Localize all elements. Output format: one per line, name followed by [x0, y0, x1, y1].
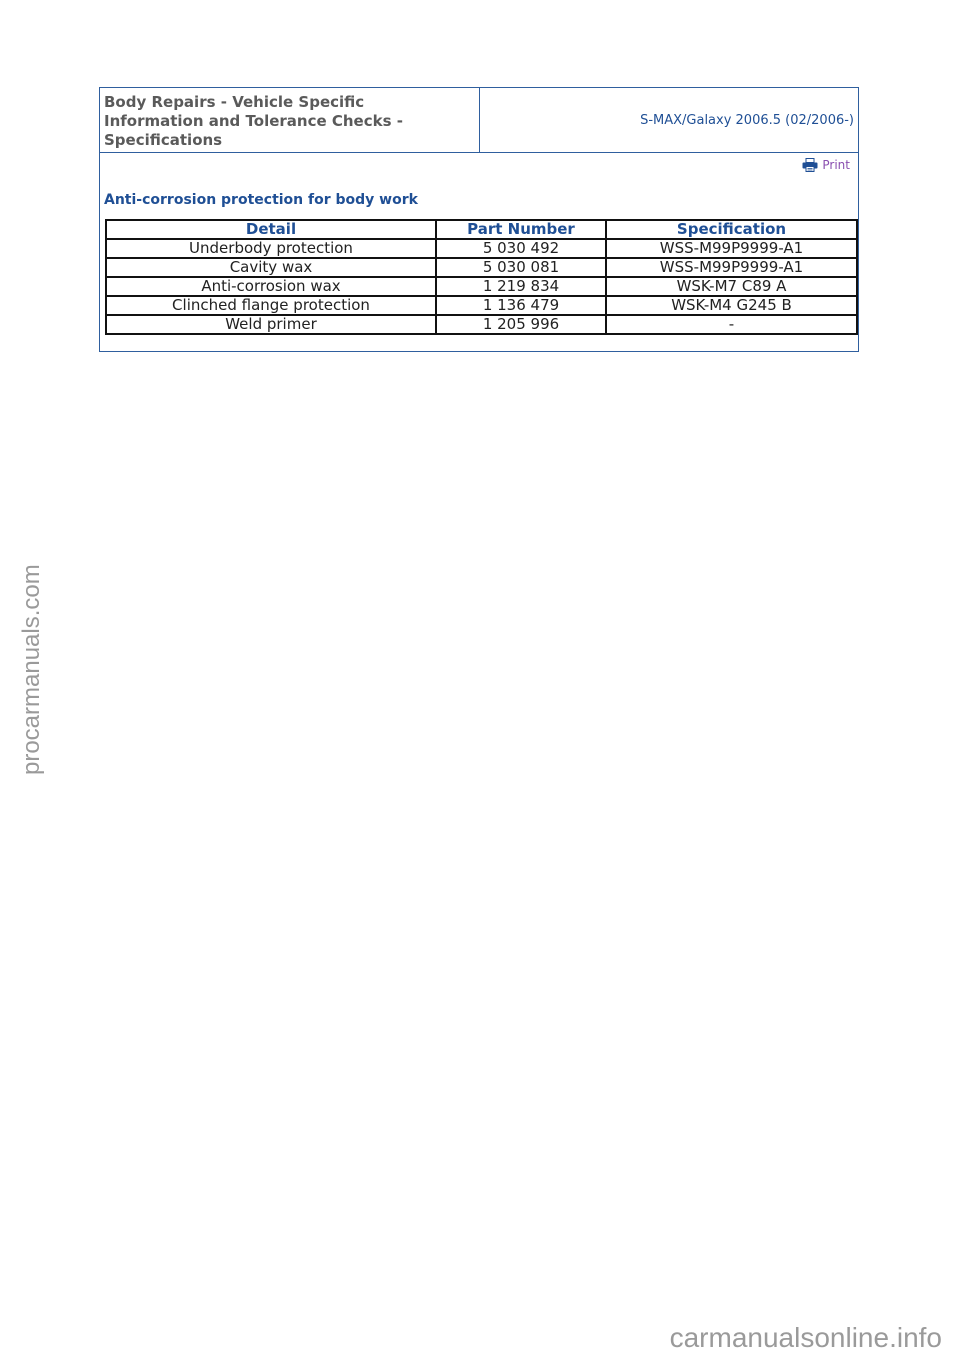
page-title: [104, 93, 464, 150]
title-line: Specifications: [104, 131, 223, 149]
title-line: Information and Tolerance Checks -: [104, 112, 403, 130]
title-line: Body Repairs - Vehicle Specific: [104, 93, 365, 111]
table-row: [106, 296, 857, 315]
cell-specification: -: [606, 315, 857, 334]
cell-detail: Anti-corrosion wax: [106, 277, 436, 296]
watermark-bottom: carmanualsonline.info: [669, 1322, 942, 1353]
table-row: [106, 258, 857, 277]
cell-part-number: 1 219 834: [436, 277, 606, 296]
printer-icon: [802, 158, 818, 172]
document-frame: [99, 87, 859, 352]
watermark-left: procarmanuals.com: [18, 564, 45, 775]
cell-detail: Clinched flange protection: [106, 296, 436, 315]
table-row: [106, 277, 857, 296]
cell-specification: WSK-M4 G245 B: [606, 296, 857, 315]
document-header: [100, 88, 858, 153]
header-divider: [479, 88, 480, 152]
cell-detail: Cavity wax: [106, 258, 436, 277]
cell-detail: Underbody protection: [106, 239, 436, 258]
table-row: [106, 239, 857, 258]
table-header-row: [106, 220, 857, 239]
cell-part-number: 5 030 081: [436, 258, 606, 277]
column-header-detail: Detail: [106, 220, 436, 239]
specifications-table: [105, 219, 858, 335]
table-row: [106, 315, 857, 334]
vehicle-model: S-MAX/Galaxy 2006.5 (02/2006-): [640, 113, 854, 128]
column-header-part-number: Part Number: [436, 220, 606, 239]
cell-specification: WSK-M7 C89 A: [606, 277, 857, 296]
print-link[interactable]: [802, 158, 850, 172]
cell-detail: Weld primer: [106, 315, 436, 334]
cell-part-number: 5 030 492: [436, 239, 606, 258]
cell-part-number: 1 205 996: [436, 315, 606, 334]
cell-part-number: 1 136 479: [436, 296, 606, 315]
column-header-specification: Specification: [606, 220, 857, 239]
cell-specification: WSS-M99P9999-A1: [606, 258, 857, 277]
print-label: Print: [822, 158, 850, 172]
section-title: Anti-corrosion protection for body work: [104, 192, 418, 208]
cell-specification: WSS-M99P9999-A1: [606, 239, 857, 258]
